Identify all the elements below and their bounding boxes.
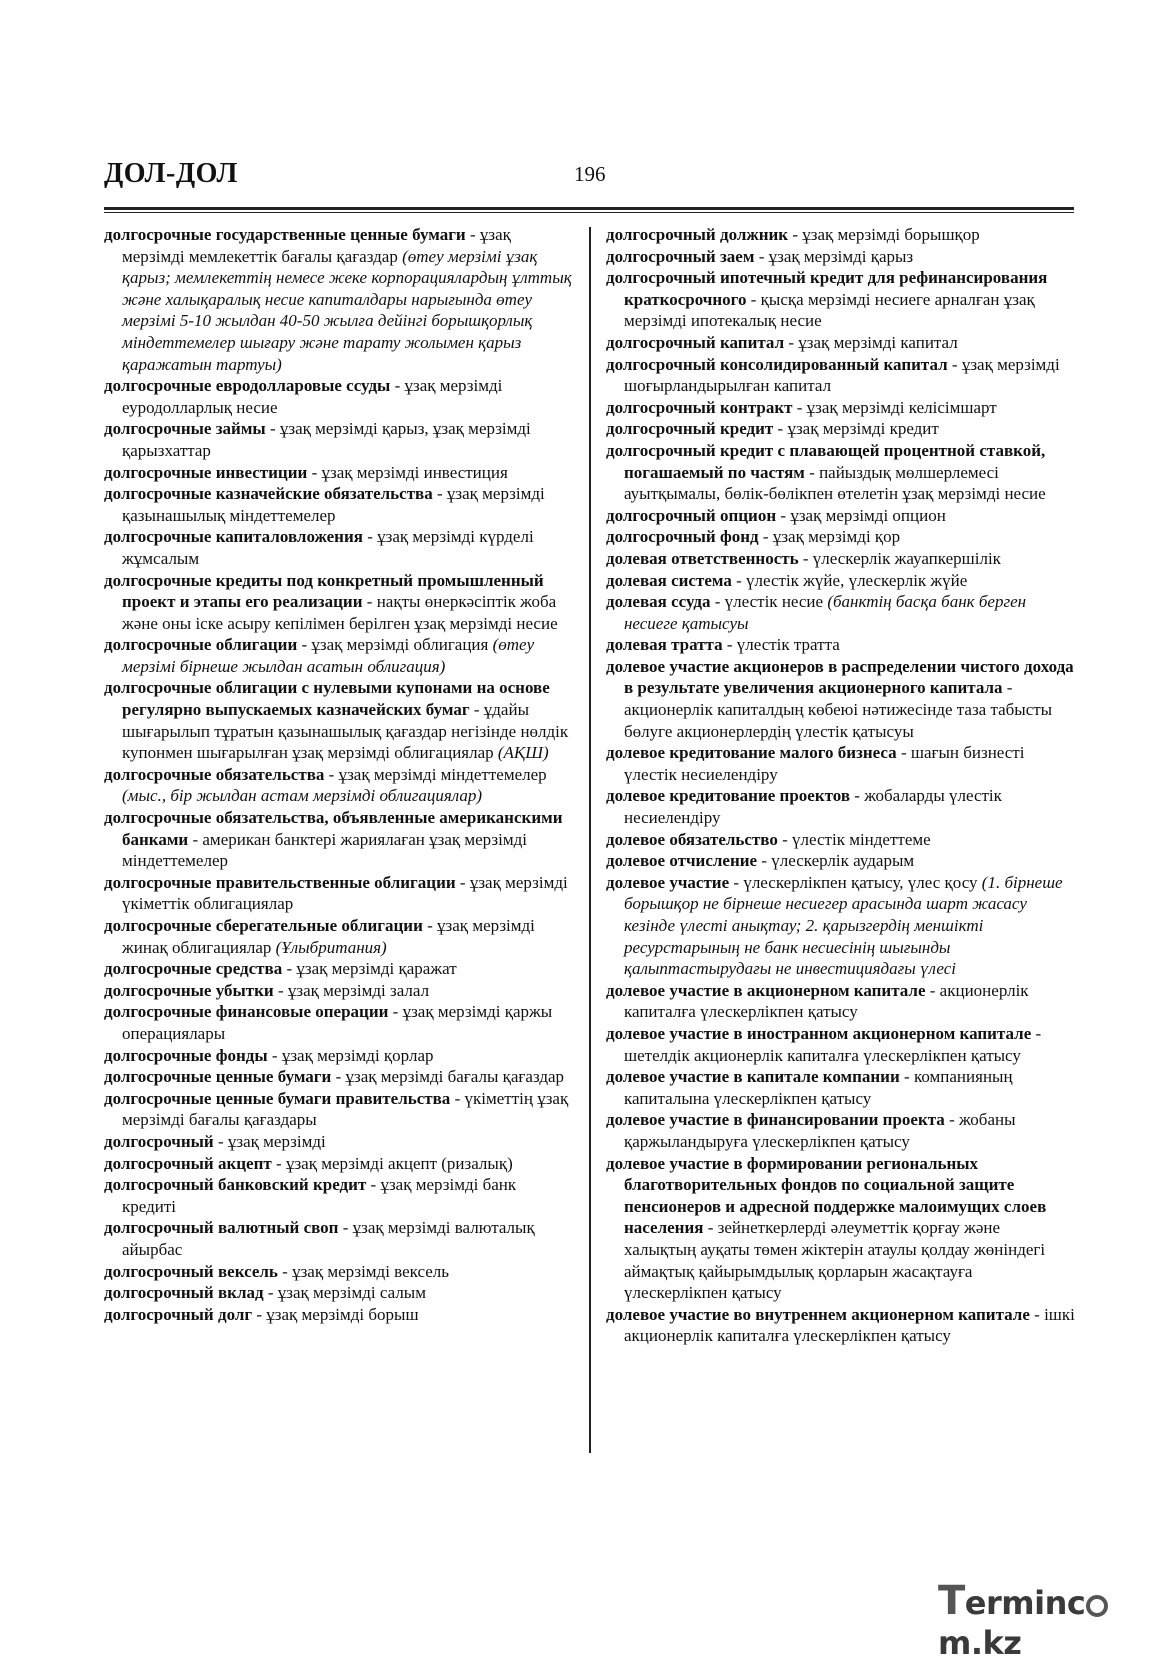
entry-translation: ішкі акционерлік капиталға үлескерлікпен қатысу [624,1304,1075,1346]
entry-separator: - [710,592,725,612]
entry-translation: ұзақ мерзімді қарыз, ұзақ мерзімді қарызхаттар [122,419,531,460]
entry-translation: үлескерлік аударым [771,851,915,871]
entry-translation: ұзақ мерзімді опцион [790,505,946,525]
entry-translation: ұзақ мерзімді қор [772,527,901,547]
left-column [104,224,574,1325]
entry-separator: - [776,505,791,525]
entry-translation: үлестік несие [724,592,828,612]
entry-separator: - [777,829,793,849]
entry-translation: акционерлік капиталға үлескерлікпен қатысу [624,980,1029,1022]
entry-separator: - [469,700,484,720]
entry-translation: жобаны қаржыландыруға үлескерлікпен қатысу [624,1110,1016,1151]
dictionary-entry [606,505,1076,527]
entry-separator: - [896,743,911,763]
entry-translation: ұзақ мерзімді жинақ облигациялар [122,916,535,957]
entry-note: (банктің басқа банк берген несиеге қатысуы [624,592,1027,633]
dictionary-entry [606,570,1076,592]
entry-separator: - [362,527,378,547]
dictionary-entry [104,462,574,484]
dictionary-entry [606,591,1076,634]
entry-separator: - [754,246,769,266]
entry-separator: - [703,1218,718,1238]
dictionary-entry [104,1088,574,1131]
dictionary-entry [606,1109,1076,1152]
entry-translation: ұзақ мерзімді залал [287,980,430,1000]
dictionary-entry [104,1174,574,1217]
dictionary-entry [606,548,1076,570]
dictionary-entry [104,1282,574,1304]
entry-separator: - [213,1131,228,1151]
entry-translation: ұзақ мерзімді бағалы қағаздар [345,1067,565,1087]
entry-separator: - [850,786,865,806]
dictionary-entry [606,526,1076,548]
dictionary-entry [104,526,574,569]
entry-term: долгосрочный капитал [606,332,785,352]
entry-separator: - [455,872,470,892]
entry-translation: ұзақ мерзімді [227,1131,326,1151]
column-divider [589,227,591,1453]
entry-term: долгосрочные облигации [104,635,298,655]
entry-translation: ұзақ мерзімді салым [277,1283,426,1303]
entry-term: долгосрочные евродолларовые ссуды [104,376,391,396]
header-rule [104,207,1074,210]
entry-translation: ұзақ мерзімді шоғырландырылған капитал [624,354,1060,396]
dictionary-entry [606,872,1076,980]
entry-term: долевое участие во внутреннем акционерном капитале [606,1304,1030,1324]
entry-term: долгосрочные ценные бумаги правительства [104,1088,451,1108]
dictionary-entry [104,634,574,677]
entry-term: долевое участие в иностранном акционерном капитале [606,1023,1032,1043]
entry-translation: үлестік тратта [736,635,840,655]
entry-separator: - [758,527,773,547]
entry-translation: ұзақ мерзімді инвестиция [321,462,508,482]
entry-term: долгосрочные кредиты под конкретный промышленный проект и этапы его реализации [104,570,544,612]
entry-term: долгосрочный консолидированный капитал [606,354,948,374]
dictionary-entry [104,1001,574,1044]
entry-translation: ұзақ мерзімді мемлекеттік бағалы қағаздар [122,225,511,266]
dictionary-entry [606,1304,1076,1347]
entry-translation: пайыздық мөлшерлемесі ауытқымалы, бөлік-бөлікпен өтелетін ұзақ мерзімді несие [624,462,1046,504]
entry-translation: ұзақ мерзімді валюталық айырбас [122,1218,535,1259]
entry-term: долгосрочный контракт [606,397,793,417]
dictionary-entry [606,634,1076,656]
entry-term: долевое участие в акционерном капитале [606,980,926,1000]
header-rule-thin [104,212,1074,213]
site-watermark [938,1578,1158,1662]
entry-term: долевая тратта [606,635,723,655]
entry-separator: - [722,635,737,655]
dictionary-entry [606,1066,1076,1109]
entry-translation: нақты өнеркәсіптік жоба және оны іске асыру кепілімен берілген ұзақ мерзімді несие [122,592,558,633]
dictionary-entry [606,246,1076,268]
dictionary-entry [104,915,574,958]
entry-term: долгосрочные инвестиции [104,462,308,482]
entry-separator: - [804,462,820,482]
entry-separator: - [450,1088,465,1108]
dictionary-entry [606,742,1076,785]
dictionary-entry [104,1131,574,1153]
entry-separator: - [273,980,288,1000]
entry-term: долгосрочный вклад [104,1283,264,1303]
entry-term: долевая ссуда [606,592,711,612]
entry-term: долевое участие в капитале компании [606,1067,900,1087]
entry-separator: - [188,829,203,849]
watermark-o-icon [1086,1595,1108,1617]
entry-separator: - [390,376,405,396]
entry-translation: үкіметтің ұзақ мерзімді бағалы қағаздары [122,1088,569,1130]
entry-separator: - [947,354,962,374]
entry-translation: ұдайы шығарылып тұратын қазынашылық қағаздар негізінде нөлдік купонмен шығарылған ұзақ мерзімді облигациялар [122,700,569,763]
entry-term: долгосрочные облигации с нулевыми купонами на основе регулярно выпускаемых казначейских бумаг [104,678,550,720]
entry-separator: - [366,1175,381,1195]
entry-term: долгосрочные займы [104,419,266,439]
entry-separator: - [271,1153,286,1173]
entry-separator: - [277,1261,293,1281]
dictionary-entry [104,807,574,872]
entry-term: долевое участие в формировании региональных благотворительных фондов по социальной защите пенсионеров и адресной поддержке малоимущих слоев населения [606,1153,1047,1238]
page-header-title: ДОЛ-ДОЛ [104,158,238,189]
entry-translation: американ банктері жариялаған ұзақ мерзімді міндеттемелер [122,829,527,871]
entry-translation: ұзақ мерзімді қарыз [768,246,914,266]
entry-translation: ұзақ мерзімді борыш [266,1304,419,1324]
entry-separator: - [925,980,940,1000]
entry-term: долгосрочный банковский кредит [104,1175,367,1195]
entry-separator: - [432,484,447,504]
right-column [606,224,1076,1347]
entry-separator: - [784,332,799,352]
watermark-suffix: m.kz [938,1624,1022,1662]
entry-separator: - [362,592,377,612]
entry-term: долгосрочный должник [606,225,789,244]
entry-note: (өтеу мерзімі бірнеше жылдан асатын облигация) [122,635,535,676]
entry-translation: ұзақ мерзімді міндеттемелер [338,764,547,784]
entry-translation: ұзақ мерзімді кредит [787,419,939,439]
dictionary-entry [104,483,574,526]
entry-separator: - [252,1304,267,1324]
entry-separator: - [1031,1023,1042,1043]
entry-term: долгосрочный фонд [606,527,759,547]
entry-term: долгосрочный заем [606,246,755,266]
entry-term: долгосрочные средства [104,959,283,979]
dictionary-entry [606,1023,1076,1066]
entry-term: долгосрочный ипотечный кредит для рефинансирования краткосрочного [606,268,1048,309]
entry-term: долгосрочные обязательства, объявленные американскими банками [104,808,563,849]
watermark-prefix: T [938,1578,965,1624]
entry-translation: шағын бизнесті үлестік несиелендіру [624,743,1025,784]
entry-term: долевая система [606,570,732,590]
entry-term: долгосрочные фонды [104,1045,268,1065]
dictionary-entry [606,829,1076,851]
entry-term: долевая ответственность [606,548,799,568]
entry-separator: - [798,548,813,568]
entry-term: долгосрочные сберегательные облигации [104,916,423,935]
dictionary-entry [104,1304,574,1326]
entry-term: долгосрочные убытки [104,980,274,1000]
entry-term: долгосрочный валютный своп [104,1218,339,1238]
entry-translation: үлескерлікпен қатысу, үлес қосу [743,872,982,892]
entry-separator: - [729,872,744,892]
entry-term: долевое участие в финансировании проекта [606,1110,945,1130]
entry-term: долгосрочные обязательства [104,764,325,784]
entry-term: долгосрочные финансовые операции [104,1002,389,1022]
entry-translation: акционерлік капиталдың көбеюі нәтижесінде таза табысты бөлуге акционерлердің үлестік қатысуы [624,700,1053,741]
entry-translation: ұзақ мерзімді капитал [798,332,958,352]
dictionary-entry [606,224,1076,246]
dictionary-entry [104,1045,574,1067]
entry-separator: - [746,289,761,309]
dictionary-entry [104,677,574,763]
entry-translation: ұзақ мерзімді қорлар [281,1045,434,1065]
entry-separator: - [788,225,803,244]
dictionary-entry [606,656,1076,742]
entry-note: (1. бірнеше борышқор не бірнеше несиегер арасында шарт жасасу кезінде үлесті анықтау; 2. қарызгердің меншікті ресурстарының не банк несиесінің шығынды қалыптастырудағы не инвестициядағы үлесі [624,872,1063,979]
entry-term: долгосрочный [104,1131,214,1151]
dictionary-entry [104,418,574,461]
dictionary-entry [104,1153,574,1175]
entry-note: (Ұлыбритания) [275,937,387,957]
dictionary-entry [104,570,574,635]
dictionary-entry [606,850,1076,872]
entry-term: долгосрочные правительственные облигации [104,872,456,892]
entry-translation: жобаларды үлестік несиелендіру [624,786,1002,828]
dictionary-entry [606,1153,1076,1304]
entry-translation: үлестік жүйе, үлескерлік жүйе [746,570,968,590]
entry-separator: - [1002,678,1013,698]
entry-note: (АҚШ) [497,743,549,763]
entry-term: долевое обязательство [606,829,778,849]
entry-separator: - [465,225,480,244]
dictionary-entry [606,785,1076,828]
dictionary-entry [104,224,574,375]
entry-separator: - [757,851,772,871]
entry-translation: ұзақ мерзімді еуродолларлық несие [122,376,503,417]
entry-translation: ұзақ мерзімді борышқор [802,225,980,244]
dictionary-entry [104,375,574,418]
entry-separator: - [263,1283,278,1303]
entry-translation: ұзақ мерзімді банк кредиті [122,1175,517,1216]
dictionary-entry [104,958,574,980]
entry-separator: - [944,1110,959,1130]
entry-separator: - [899,1067,914,1087]
entry-translation: үлескерлік жауапкершілік [812,548,1001,568]
entry-translation: ұзақ мерзімді вексель [292,1261,450,1281]
dictionary-entry [104,980,574,1002]
entry-term: долгосрочный кредит с плавающей процентной ставкой, погашаемый по частям [606,440,1046,482]
watermark-middle: erminc [964,1584,1086,1622]
entry-term: долгосрочные ценные бумаги [104,1067,332,1087]
dictionary-entry [104,872,574,915]
dictionary-entry [606,440,1076,505]
entry-separator: - [338,1218,353,1238]
entry-term: долгосрочные капиталовложения [104,527,363,547]
entry-translation: ұзақ мерзімді үкіметтік облигациялар [122,872,568,914]
entry-term: долевое кредитование проектов [606,786,851,806]
dictionary-entry [104,1217,574,1260]
entry-translation: шетелдік акционерлік капиталға үлескерлікпен қатысу [624,1045,1021,1065]
entry-separator: - [1029,1304,1045,1324]
entry-term: долгосрочный акцепт [104,1153,272,1173]
entry-translation: ұзақ мерзімді келісімшарт [806,397,997,417]
entry-term: долевое кредитование малого бизнеса [606,743,897,763]
entry-translation: ұзақ мерзімді акцепт (ризалық) [285,1153,513,1173]
dictionary-entry [606,418,1076,440]
entry-translation: ұзақ мерзімді қаражат [296,959,457,979]
entry-separator: - [267,1045,282,1065]
entry-term: долевое отчисление [606,851,758,871]
entry-separator: - [282,959,297,979]
dictionary-entry [104,1066,574,1088]
dictionary-entry [606,332,1076,354]
entry-term: долгосрочный долг [104,1304,253,1324]
entry-term: долгосрочный вексель [104,1261,278,1281]
entry-term: долгосрочные казначейские обязательства [104,484,433,504]
entry-separator: - [388,1002,403,1022]
entry-separator: - [331,1067,346,1087]
entry-separator: - [297,635,312,655]
entry-translation: зейнеткерлерді әлеуметтік қорғау және халықтың ауқаты төмен жіктерін атаулы қолдау жөніндегі аймақтық қайырымдылық қорларын жасақтауға үлескерлікпен қатысу [624,1218,1046,1303]
entry-separator: - [265,419,280,439]
entry-separator: - [792,397,807,417]
entry-translation: ұзақ мерзімді күрделі жұмсалым [122,527,534,568]
entry-translation: ұзақ мерзімді қазынашылық міндеттемелер [122,484,545,525]
dictionary-entry [104,1261,574,1283]
entry-separator: - [324,764,339,784]
dictionary-entry [606,980,1076,1023]
entry-term: долгосрочный опцион [606,505,777,525]
entry-separator: - [731,570,747,590]
dictionary-entry [606,267,1076,332]
dictionary-entry [606,354,1076,397]
entry-term: долевое участие [606,872,730,892]
page-number: 196 [574,162,606,186]
dictionary-entry [606,397,1076,419]
entry-translation: ұзақ мерзімді облигация [311,635,493,655]
entry-translation: қысқа мерзімді несиеге арналған ұзақ мерзімді ипотекалық несие [624,289,1035,331]
entry-translation: компанияның капиталына үлескерлікпен қатысу [624,1067,1013,1108]
entry-separator: - [773,419,788,439]
entry-term: долевое участие акционеров в распределении чистого дохода в результате увеличения акционерного капитала [606,656,1074,698]
dictionary-entry [104,764,574,807]
entry-term: долгосрочные государственные ценные бумаги [104,225,466,244]
entry-translation: ұзақ мерзімді қаржы операциялары [122,1002,553,1043]
entry-separator: - [422,916,438,935]
entry-translation: үлестік міндеттеме [792,829,931,849]
entry-separator: - [307,462,322,482]
entry-note: (өтеу мерзімі ұзақ қарыз; мемлекеттің немесе жеке корпорациялардың ұлттық және халықаралық несие капиталдары нарығында өтеу мерзімі 5-10 жылдан 40-50 жылға дейінгі борышқорлық міндеттемелер шығару және тарату жолымен қарыз қаражатын тартуы) [122,246,572,374]
entry-term: долгосрочный кредит [606,419,774,439]
entry-note: (мыс., бір жылдан астам мерзімді облигациялар) [122,786,483,806]
